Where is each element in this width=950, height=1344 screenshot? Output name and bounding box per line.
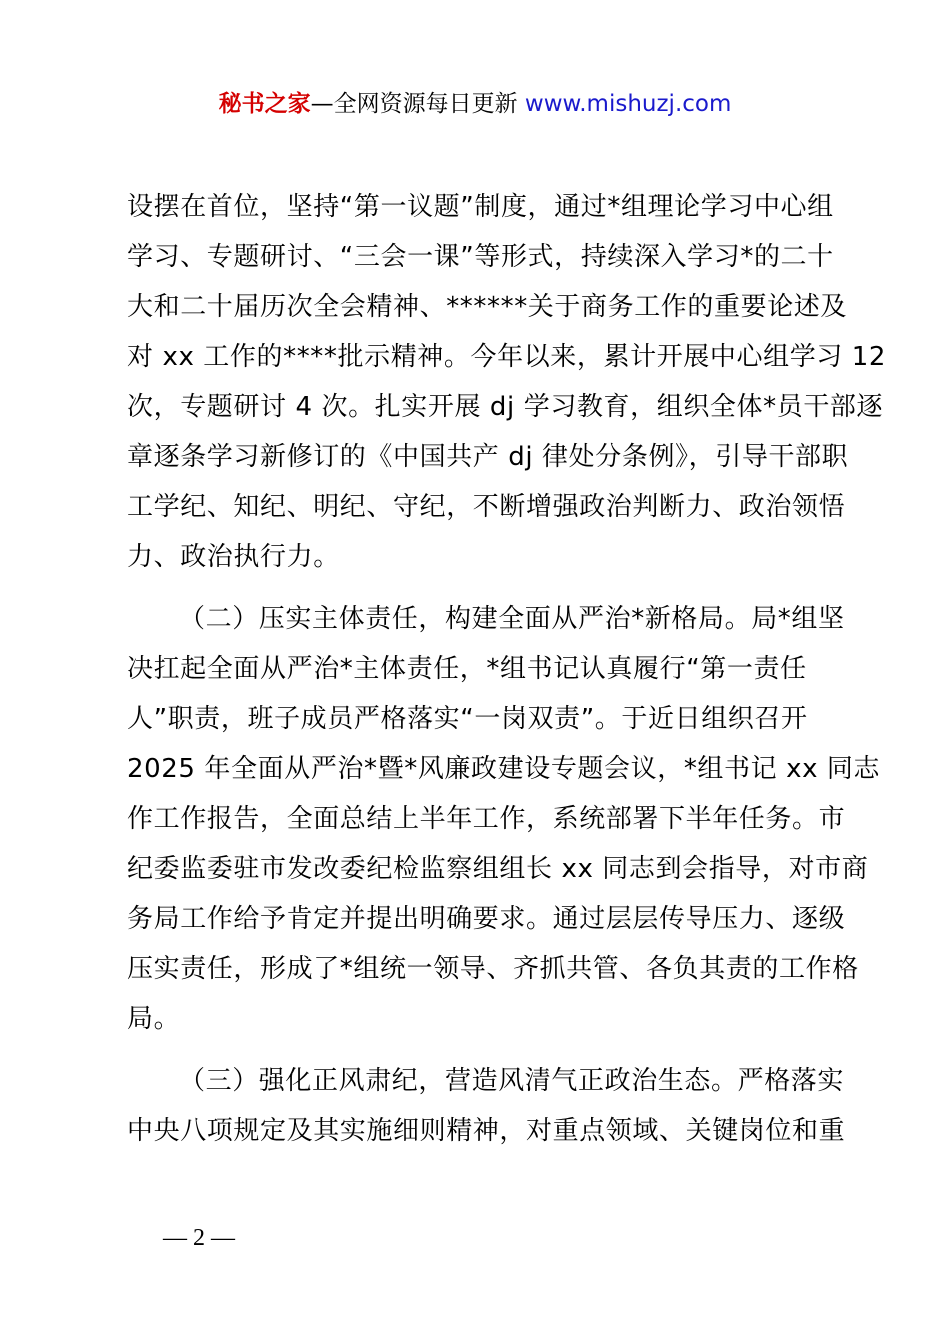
- text-line: 中央八项规定及其实施细则精神，对重点领域、关键岗位和重: [127, 1116, 846, 1146]
- text-line: 决扛起全面从严治*主体责任，*组书记认真履行“第一责任: [127, 654, 807, 684]
- text-line: 对 xx 工作的****批示精神。今年以来，累计开展中心组学习 12: [127, 342, 887, 372]
- site-name: 秘书之家: [218, 91, 311, 117]
- text-line: 务局工作给予肯定并提出明确要求。通过层层传导压力、逐级: [127, 904, 846, 934]
- text-line: 章逐条学习新修订的《中国共产 dj 律处分条例》，引导干部职: [127, 442, 849, 472]
- site-slogan: —全网资源每日更新: [310, 91, 518, 117]
- text-line: 压实责任，形成了*组统一领导、齐抓共管、各负其责的工作格: [127, 954, 859, 984]
- site-url-link[interactable]: www.mishuzj.com: [517, 91, 732, 117]
- text-line: 设摆在首位，坚持“第一议题”制度，通过*组理论学习中心组: [127, 192, 834, 222]
- text-line: （二）压实主体责任，构建全面从严治*新格局。局*组坚: [179, 604, 845, 634]
- page-number: — 2 —: [163, 1225, 235, 1251]
- document-body: [127, 182, 887, 1156]
- text-line: 人”职责，班子成员严格落实“一岗双责”。于近日组织召开: [127, 704, 808, 734]
- text-line: 局。: [127, 1004, 181, 1034]
- text-line: 工学纪、知纪、明纪、守纪，不断增强政治判断力、政治领悟: [127, 492, 846, 522]
- text-line: 次，专题研讨 4 次。扎实开展 dj 学习教育，组织全体*员干部逐: [127, 392, 884, 422]
- site-header: [0, 88, 950, 120]
- text-line: 学习、专题研讨、“三会一课”等形式，持续深入学习*的二十: [127, 242, 834, 272]
- text-line: （三）强化正风肃纪，营造风清气正政治生态。严格落实: [179, 1066, 845, 1096]
- text-line: 力、政治执行力。: [127, 542, 340, 572]
- text-line: 纪委监委驻市发改委纪检监察组组长 xx 同志到会指导，对市商: [127, 854, 869, 884]
- paragraph-2: [127, 594, 881, 1044]
- text-line: 2025 年全面从严治*暨*风廉政建设专题会议，*组书记 xx 同志: [127, 754, 881, 784]
- paragraph-3: [127, 1056, 846, 1156]
- paragraph-1: [127, 182, 887, 582]
- text-line: 大和二十届历次全会精神、******关于商务工作的重要论述及: [127, 292, 848, 322]
- text-line: 作工作报告，全面总结上半年工作，系统部署下半年任务。市: [127, 804, 846, 834]
